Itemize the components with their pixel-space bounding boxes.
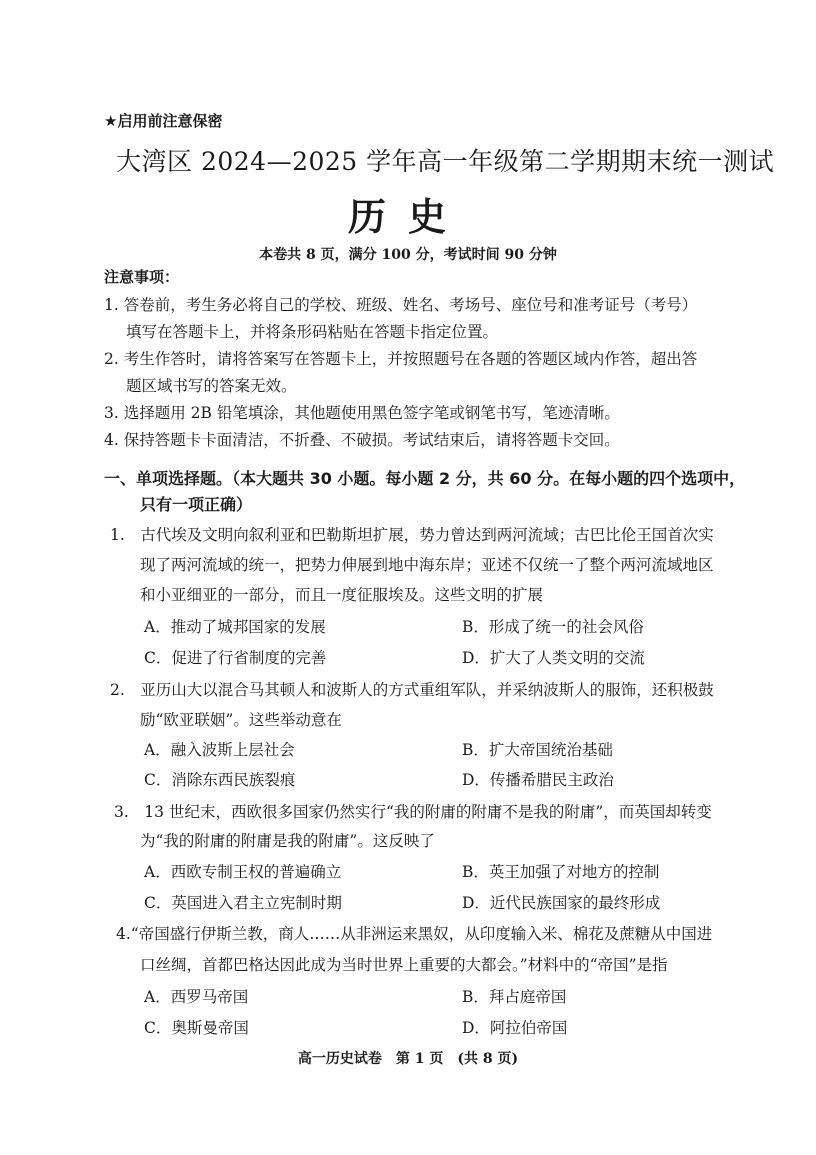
question-1-option-a[interactable]: A．推动了城邦国家的发展 <box>144 618 326 636</box>
question-3-line: 为“我的附庸的附庸是我的附庸”。这反映了 <box>140 832 435 850</box>
question-2-option-d[interactable]: D．传播希腊民主政治 <box>462 771 614 789</box>
note-line: 题区域书写的答案无效。 <box>126 377 297 395</box>
question-3-line: 3. 13 世纪末，西欧很多国家仍然实行“我的附庸的附庸不是我的附庸”，而英国却转变 <box>114 803 712 821</box>
note-line: 4. 保持答题卡卡面清洁，不折叠、不破损。考试结束后，请将答题卡交回。 <box>104 431 620 449</box>
question-1-line: 1. 古代埃及文明向叙利亚和巴勒斯坦扩展，势力曾达到两河流域；古巴比伦王国首次实 <box>110 526 714 544</box>
question-4-line: 口丝绸，首都巴格达因此成为当时世界上重要的大都会。”材料中的“帝国”是指 <box>140 956 668 974</box>
note-line: 2. 考生作答时，请将答案写在答题卡上，并按照题号在各题的答题区域内作答，超出答 <box>104 350 698 368</box>
question-2-line: 励“欧亚联姻”。这些举动意在 <box>140 711 342 729</box>
question-3-option-d[interactable]: D．近代民族国家的最终形成 <box>462 894 661 912</box>
question-2-line: 2. 亚历山大以混合马其顿人和波斯人的方式重组军队，并采纳波斯人的服饰，还积极鼓 <box>110 681 714 699</box>
question-2-option-c[interactable]: C．消除东西民族裂痕 <box>144 771 296 789</box>
question-3-option-b[interactable]: B．英王加强了对地方的控制 <box>462 863 660 881</box>
subject-title: 历史 <box>347 194 468 239</box>
question-1-option-b[interactable]: B．形成了统一的社会风俗 <box>462 618 644 636</box>
question-1-line: 现了两河流域的统一，把势力伸展到地中海东岸；亚述不仅统一了整个两河流域地区 <box>140 556 714 574</box>
question-4-option-c[interactable]: C．奥斯曼帝国 <box>144 1019 249 1037</box>
exam-title: 大湾区 2024—2025 学年高一年级第二学期期末统一测试 <box>116 147 775 176</box>
question-4-option-b[interactable]: B．拜占庭帝国 <box>462 988 567 1006</box>
question-3-option-c[interactable]: C．英国进入君主立宪制时期 <box>144 894 342 912</box>
exam-meta: 本卷共 8 页，满分 100 分，考试时间 90 分钟 <box>259 247 557 263</box>
question-2-option-a[interactable]: A．融入波斯上层社会 <box>144 741 295 759</box>
section-heading: 只有一项正确） <box>140 495 253 514</box>
question-1-line: 和小亚细亚的一部分，而且一度征服埃及。这些文明的扩展 <box>140 586 544 604</box>
section-heading: 一、单项选择题。（本大题共 30 小题。每小题 2 分，共 60 分。在每小题的四个选项中， <box>104 469 746 488</box>
question-4-option-d[interactable]: D．阿拉伯帝国 <box>462 1019 568 1037</box>
question-4-line: 4.“帝国盛行伊斯兰教，商人……从非洲运来黑奴，从印度输入米、棉花及蔗糖从中国进 <box>116 925 713 943</box>
confidential-label: ★启用前注意保密 <box>104 112 223 130</box>
note-line: 3. 选择题用 2B 铅笔填涂，其他题使用黑色签字笔或钢笔书写，笔迹清晰。 <box>104 404 620 422</box>
note-line: 1. 答卷前，考生务必将自己的学校、班级、姓名、考场号、座位号和准考证号（考号） <box>104 296 698 314</box>
question-4-option-a[interactable]: A．西罗马帝国 <box>144 988 249 1006</box>
question-2-option-b[interactable]: B．扩大帝国统治基础 <box>462 741 613 759</box>
question-1-option-c[interactable]: C．促进了行省制度的完善 <box>144 649 327 667</box>
question-1-option-d[interactable]: D．扩大了人类文明的交流 <box>462 649 645 667</box>
notes-title: 注意事项： <box>104 268 180 286</box>
page-footer: 高一历史试卷 第 1 页 (共 8 页) <box>297 1051 519 1067</box>
note-line: 填写在答题卡上，并将条形码粘贴在答题卡指定位置。 <box>126 323 499 341</box>
question-3-option-a[interactable]: A．西欧专制王权的普遍确立 <box>144 863 342 881</box>
